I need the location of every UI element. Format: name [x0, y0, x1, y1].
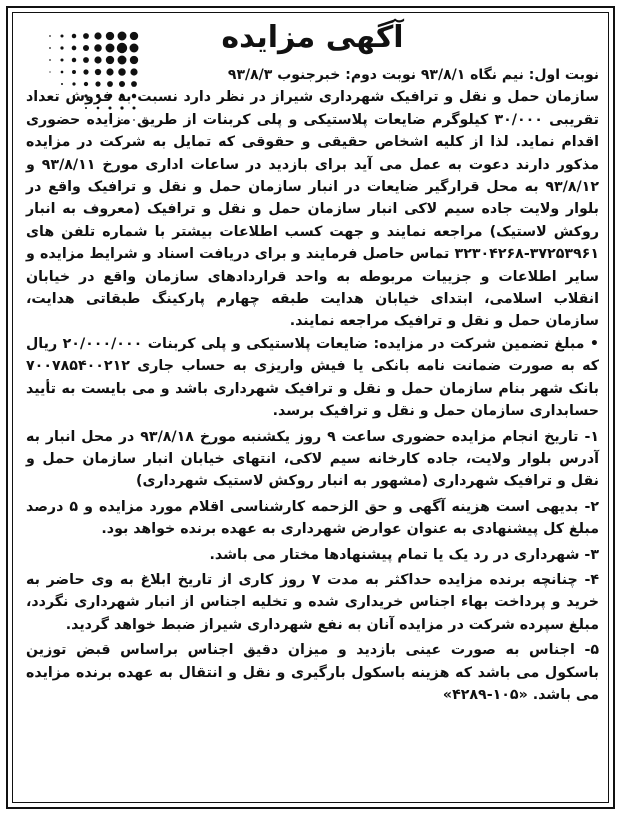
logo-dot: [60, 58, 63, 61]
logo-dot: [94, 44, 102, 52]
logo-dot: [83, 33, 89, 39]
condition-item-2: ۲- بدیهی است هزینه آگهی و حق الزحمه کارشناسی اقلام مورد مزایده و ۵ درصد مبلغ کل پیشنهادی به عنوان عوارض شهرداری به عهده برنده خواهد بود.: [26, 498, 600, 538]
logo-dot: [106, 44, 115, 53]
condition-item-5: [26, 639, 599, 706]
issue-line: نوبت اول: نیم نگاه ۹۳/۸/۱ نوبت دوم: خبرجنوب ۹۳/۸/۳: [227, 67, 599, 83]
logo-dot: [83, 45, 89, 51]
logo-dot: [94, 56, 101, 63]
logo-dot: [72, 46, 77, 51]
logo-dot: [94, 32, 101, 39]
logo-dot: [49, 47, 51, 49]
logo-dot: [72, 58, 76, 62]
logo-dot: [83, 57, 89, 63]
logo-dot: [49, 35, 51, 37]
logo-dot: [60, 34, 63, 37]
notice-body: [26, 64, 599, 797]
logo-dot: [72, 34, 76, 38]
logo-dot: [106, 56, 114, 64]
condition-item-3: ۳- شهرداری در رد یک یا تمام پیشنهادها مختار می باشد.: [209, 546, 599, 563]
logo-dot: [106, 32, 114, 40]
logo-dot: [118, 32, 127, 41]
logo-dot: [117, 43, 127, 53]
logo-dot: [130, 56, 138, 64]
condition-item-4: ۴- چنانچه برنده مزایده حداکثر به مدت ۷ روز کاری از تاریخ ابلاغ به وی حاضر به خرید و پرداخت بهاء اجناس خریداری شده و تخلیه اجناس از انبار شهرداری نگردد، مبلغ سپرده شرکت در مزایده آنان به نفع شهرداری شیراز ضبط خواهد گردید.: [26, 571, 600, 633]
notice-title: آگهی مزایده: [221, 20, 404, 55]
logo-dot: [130, 44, 139, 53]
reference-code: «۱۰۵-۴۲۸۹»: [442, 686, 528, 703]
condition-item-5-text: ۵- اجناس به صورت عینی بازدید و میزان دقیق اجناس براساس قبض توزین باسکول می باشد که هزینه باسکول بارگیری و نقل و انتقال به عهده برنده مزایده می باشد.: [26, 642, 599, 703]
logo-dot: [49, 59, 51, 61]
condition-item-1: ۱- تاریخ انجام مزایده حضوری ساعت ۹ روز یکشنبه مورخ ۹۳/۸/۱۸ در محل انبار به آدرس بلوار ولایت، جاده کارخانه سیم لاکی، انتهای خیابان انبار سازمان حمل و نقل و ترافیک شهرداری (مشهور به انبار روکش لاستیک شهرداری): [26, 428, 600, 490]
logo-dot: [130, 32, 138, 40]
intro-paragraph: سازمان حمل و نقل و ترافیک شهرداری شیراز در نظر دارد نسبت به فروش تعداد تقریبی ۳۰/۰۰۰ کیلوگرم ضایعات پلاستیکی و پلی کربنات از طریق مزایده حضوری اقدام نماید. لذا از کلیه اشخاص حقیقی و حقوقی که تمایل به شرکت در مزایده مذکور دارند دعوت به عمل می آید برای بازدید در ساعات اداری مورخ ۹۳/۸/۱۱ و ۹۳/۸/۱۲ به محل قرارگیر ضایعات در انبار سازمان حمل و نقل و ترافیک واقع در بلوار ولایت جاده سیم لاکی انبار سازمان حمل و نقل و ترافیک (معروف به انبار روکش لاستیک) مراجعه نمایند و جهت کسب اطلاعات بیشتر با شماره تلفن های ۳۷۲۵۳۹۶۱-۳۲۳۰۴۲۶۸ تماس حاصل فرمایند و برای دریافت اسناد و شرایط مزایده و سایر اطلاعات و جزییات مربوطه به واحد قراردادهای سازمان واقع در خیابان انقلاب اسلامی، ابتدای خیابان هدایت طبقه چهارم پارکینگ طبقاتی هدایت، سازمان حمل و نقل و ترافیک مراجعه نمایند.: [26, 89, 599, 330]
logo-dot: [60, 46, 63, 49]
deposit-paragraph: • مبلغ تضمین شرکت در مزایده: ضایعات پلاستیکی و پلی کربنات ۲۰/۰۰۰/۰۰۰ ریال که به صورت ضمانت نامه بانکی یا فیش واریزی به حساب جاری ۷۰۰۷۸۵۴۰۰۲۱۲ بانک شهر بنام سازمان حمل و نقل و ترافیک شهرداری باشد و می بایست به تأیید حسابداری سازمان حمل و نقل و ترافیک برسد.: [26, 335, 599, 420]
